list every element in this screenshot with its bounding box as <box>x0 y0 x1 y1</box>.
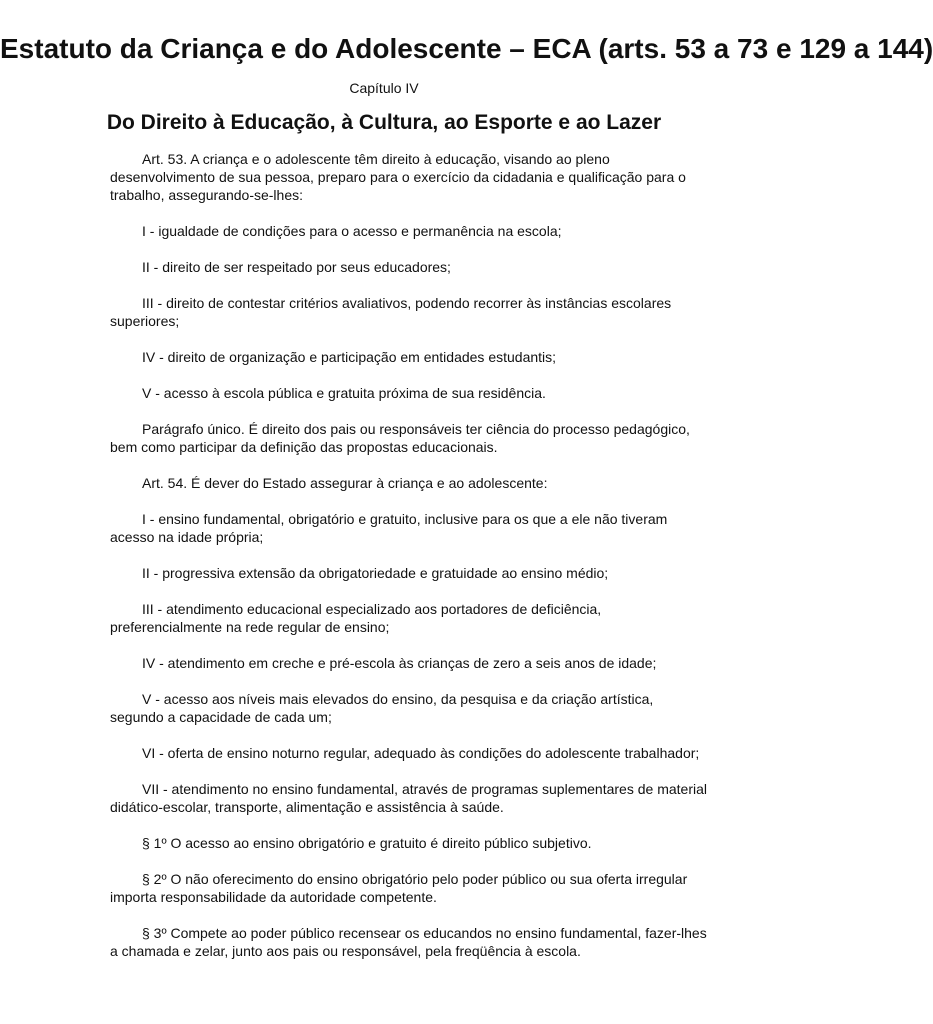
article-54-item-iv: IV - atendimento em creche e pré-escola às crianças de zero a seis anos de idade; <box>142 655 657 671</box>
article-53: Art. 53. A criança e o adolescente têm direito à educação, visando ao pleno desenvolvimento de sua pessoa, preparo para o exercício da cidadania e qualificação para o trabalho, assegurando-se-lhes: <box>110 151 686 203</box>
article-53-item-iii: III - direito de contestar critérios avaliativos, podendo recorrer às instâncias escolares superiores; <box>110 295 672 329</box>
chapter-subtitle: Do Direito à Educação, à Cultura, ao Esporte e ao Lazer <box>106 111 662 134</box>
chapter-heading: Capítulo IV <box>349 80 419 96</box>
article-54-section-2: § 2º O não oferecimento do ensino obrigatório pelo poder público ou sua oferta irregular importa responsabilidade da autoridade competente. <box>110 871 688 905</box>
article-54-item-vi: VI - oferta de ensino noturno regular, adequado às condições do adolescente trabalhador; <box>142 745 700 761</box>
article-53-item-ii: II - direito de ser respeitado por seus educadores; <box>142 259 451 275</box>
article-54-item-iii: III - atendimento educacional especializado aos portadores de deficiência, preferencialmente na rede regular de ensino; <box>110 601 602 635</box>
article-54-item-vii: VII - atendimento no ensino fundamental, através de programas suplementares de material didático-escolar, transporte, alimentação e assistência à saúde. <box>110 781 707 815</box>
article-54-item-v: V - acesso aos níveis mais elevados do ensino, da pesquisa e da criação artística, segundo a capacidade de cada um; <box>110 691 654 725</box>
article-53-item-i: I - igualdade de condições para o acesso e permanência na escola; <box>142 223 562 239</box>
article-54-item-ii: II - progressiva extensão da obrigatoriedade e gratuidade ao ensino médio; <box>142 565 609 581</box>
article-53-item-iv: IV - direito de organização e participação em entidades estudantis; <box>142 349 557 365</box>
article-54-item-i: I - ensino fundamental, obrigatório e gratuito, inclusive para os que a ele não tiveram acesso na idade própria; <box>110 511 668 545</box>
article-53-single-paragraph: Parágrafo único. É direito dos pais ou responsáveis ter ciência do processo pedagógico, bem como participar da definição das propostas educacionais. <box>110 421 690 455</box>
article-54-section-3: § 3º Compete ao poder público recensear os educandos no ensino fundamental, fazer-lhes a chamada e zelar, junto aos pais ou responsável, pela freqüência à escola. <box>110 925 707 959</box>
article-53-item-v: V - acesso à escola pública e gratuita próxima de sua residência. <box>142 385 546 401</box>
document-title: Estatuto da Criança e do Adolescente – ECA (arts. 53 a 73 e 129 a 144) <box>0 33 933 64</box>
document-body <box>110 150 710 978</box>
article-54: Art. 54. É dever do Estado assegurar à criança e ao adolescente: <box>142 475 548 491</box>
article-54-section-1: § 1º O acesso ao ensino obrigatório e gratuito é direito público subjetivo. <box>142 835 592 851</box>
